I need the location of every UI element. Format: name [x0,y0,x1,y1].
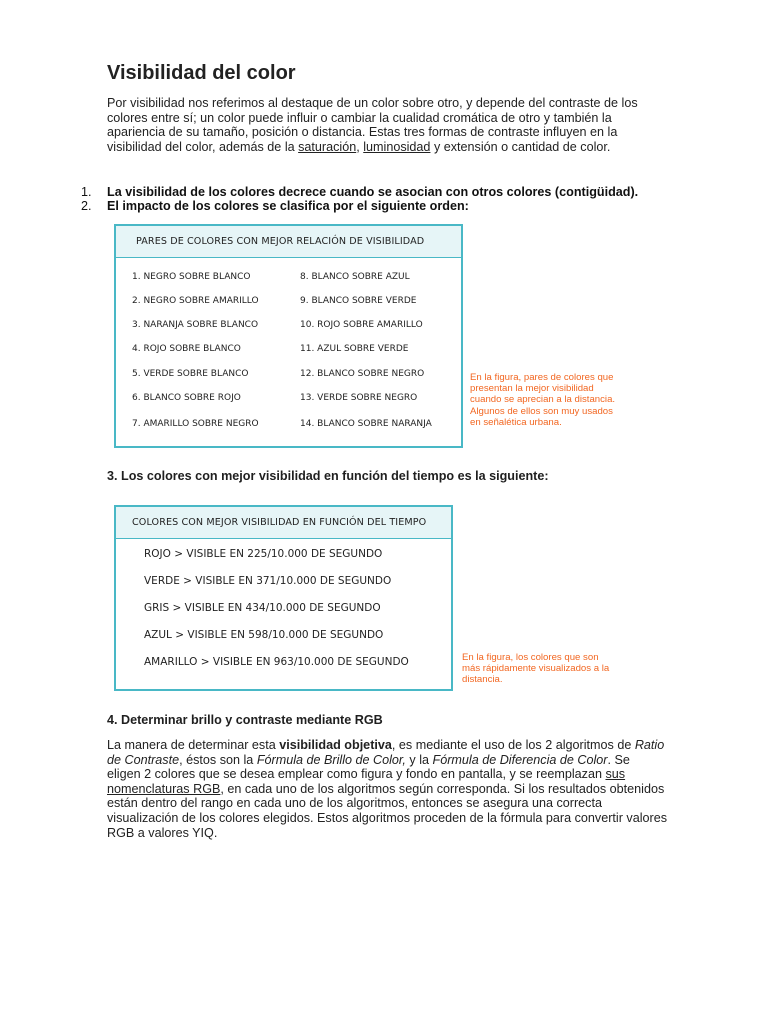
numbered-item-3: 3. Los colores con mejor visibilidad en función del tiempo es la siguiente: [107,469,549,483]
pair-right-10: 10. ROJO SOBRE AMARILLO [300,320,423,330]
time-row-azul: AZUL > VISIBLE EN 598/10.000 DE SEGUNDO [144,629,384,641]
s4-text-b: , es mediante el uso de los 2 algoritmos de [391,738,635,752]
pair-right-8: 8. BLANCO SOBRE AZUL [300,272,410,282]
luminosidad-link[interactable]: luminosidad [363,139,431,154]
pair-right-13: 13. VERDE SOBRE NEGRO [300,393,418,403]
pair-left-2: 2. NEGRO SOBRE AMARILLO [132,296,259,306]
section-4-paragraph [107,738,667,840]
intro-text-2: y extensión o cantidad de color. [430,139,611,154]
item-2-marker: 2. [81,199,92,213]
time-row-gris: GRIS > VISIBLE EN 434/10.000 DE SEGUNDO [144,602,381,614]
page-title: Visibilidad del color [107,62,296,84]
time-visibility-caption: En la figura, los colores que son más rápidamente visualizados a la distancia. [462,652,610,686]
s4-italic-ratio: Ratio de Contraste [107,738,665,767]
color-pairs-header: PARES DE COLORES CON MEJOR RELACIÓN DE VISIBILIDAD [116,226,461,258]
intro-paragraph [107,96,647,154]
intro-text-1: Por visibilidad nos referimos al destaque de un color sobre otro, y depende del contraste de los colores entre sí; un color puede influir o cambiar la cualidad cromática de otro y también la apariencia de su tamaño, posición o distancia. Estas tres formas de contraste influyen en la visibilidad del color, además de la [107,96,638,154]
s4-italic-diferencia: Fórmula de Diferencia de Color [432,752,608,767]
s4-text-e: . Se eligen 2 colores que se desea emplear como figura y fondo en pantalla, y se reemplazan [107,752,630,782]
pair-right-11: 11. AZUL SOBRE VERDE [300,344,409,354]
numbered-item-2 [0,199,768,214]
numbered-item-1 [0,185,768,200]
section-4-heading: 4. Determinar brillo y contraste mediante RGB [107,713,383,727]
pair-left-4: 4. ROJO SOBRE BLANCO [132,344,241,354]
time-row-amarillo: AMARILLO > VISIBLE EN 963/10.000 DE SEGUNDO [144,656,409,668]
pair-right-14: 14. BLANCO SOBRE NARANJA [300,419,432,429]
s4-text-c: , éstos son la [179,752,257,767]
pair-left-7: 7. AMARILLO SOBRE NEGRO [132,419,259,429]
time-row-verde: VERDE > VISIBLE EN 371/10.000 DE SEGUNDO [144,575,392,587]
pair-right-9: 9. BLANCO SOBRE VERDE [300,296,417,306]
item-1-text: La visibilidad de los colores decrece cuando se asocian con otros colores (contigüidad). [107,185,639,199]
saturacion-link[interactable]: saturación [298,139,357,154]
s4-bold-visibilidad: visibilidad objetiva [279,738,392,752]
s4-text-a: La manera de determinar esta [107,738,280,752]
time-visibility-figure [114,505,453,691]
item-2-text: El impacto de los colores se clasifica por el siguiente orden: [107,199,469,213]
s4-text-f: , en cada uno de los algoritmos según corresponda. Si los resultados obtenidos están dentro del rango en cada uno de los algoritmos, entonces se asegura una correcta visualización de los colores elegidos. Estos algoritmos proceden de la fórmula para convertir valores RGB a valores YIQ. [107,781,668,840]
pair-left-6: 6. BLANCO SOBRE ROJO [132,393,241,403]
color-pairs-caption: En la figura, pares de colores que presentan la mejor visibilidad cuando se aprecian a la distancia. Algunos de ellos son muy usados en señalética urbana. [470,372,616,428]
time-row-rojo: ROJO > VISIBLE EN 225/10.000 DE SEGUNDO [144,548,383,560]
color-pairs-figure [114,224,463,448]
s4-text-d: y la [405,752,433,767]
rgb-nomenclature-link[interactable]: sus nomenclaturas RGB [107,767,626,796]
pair-right-12: 12. BLANCO SOBRE NEGRO [300,369,425,379]
pair-left-5: 5. VERDE SOBRE BLANCO [132,369,249,379]
pair-left-1: 1. NEGRO SOBRE BLANCO [132,272,251,282]
intro-sep: , [356,139,364,154]
item-1-marker: 1. [81,185,92,199]
time-visibility-header: COLORES CON MEJOR VISIBILIDAD EN FUNCIÓN DEL TIEMPO [116,507,451,539]
pair-left-3: 3. NARANJA SOBRE BLANCO [132,320,259,330]
s4-italic-brillo: Fórmula de Brillo de Color, [256,752,406,767]
